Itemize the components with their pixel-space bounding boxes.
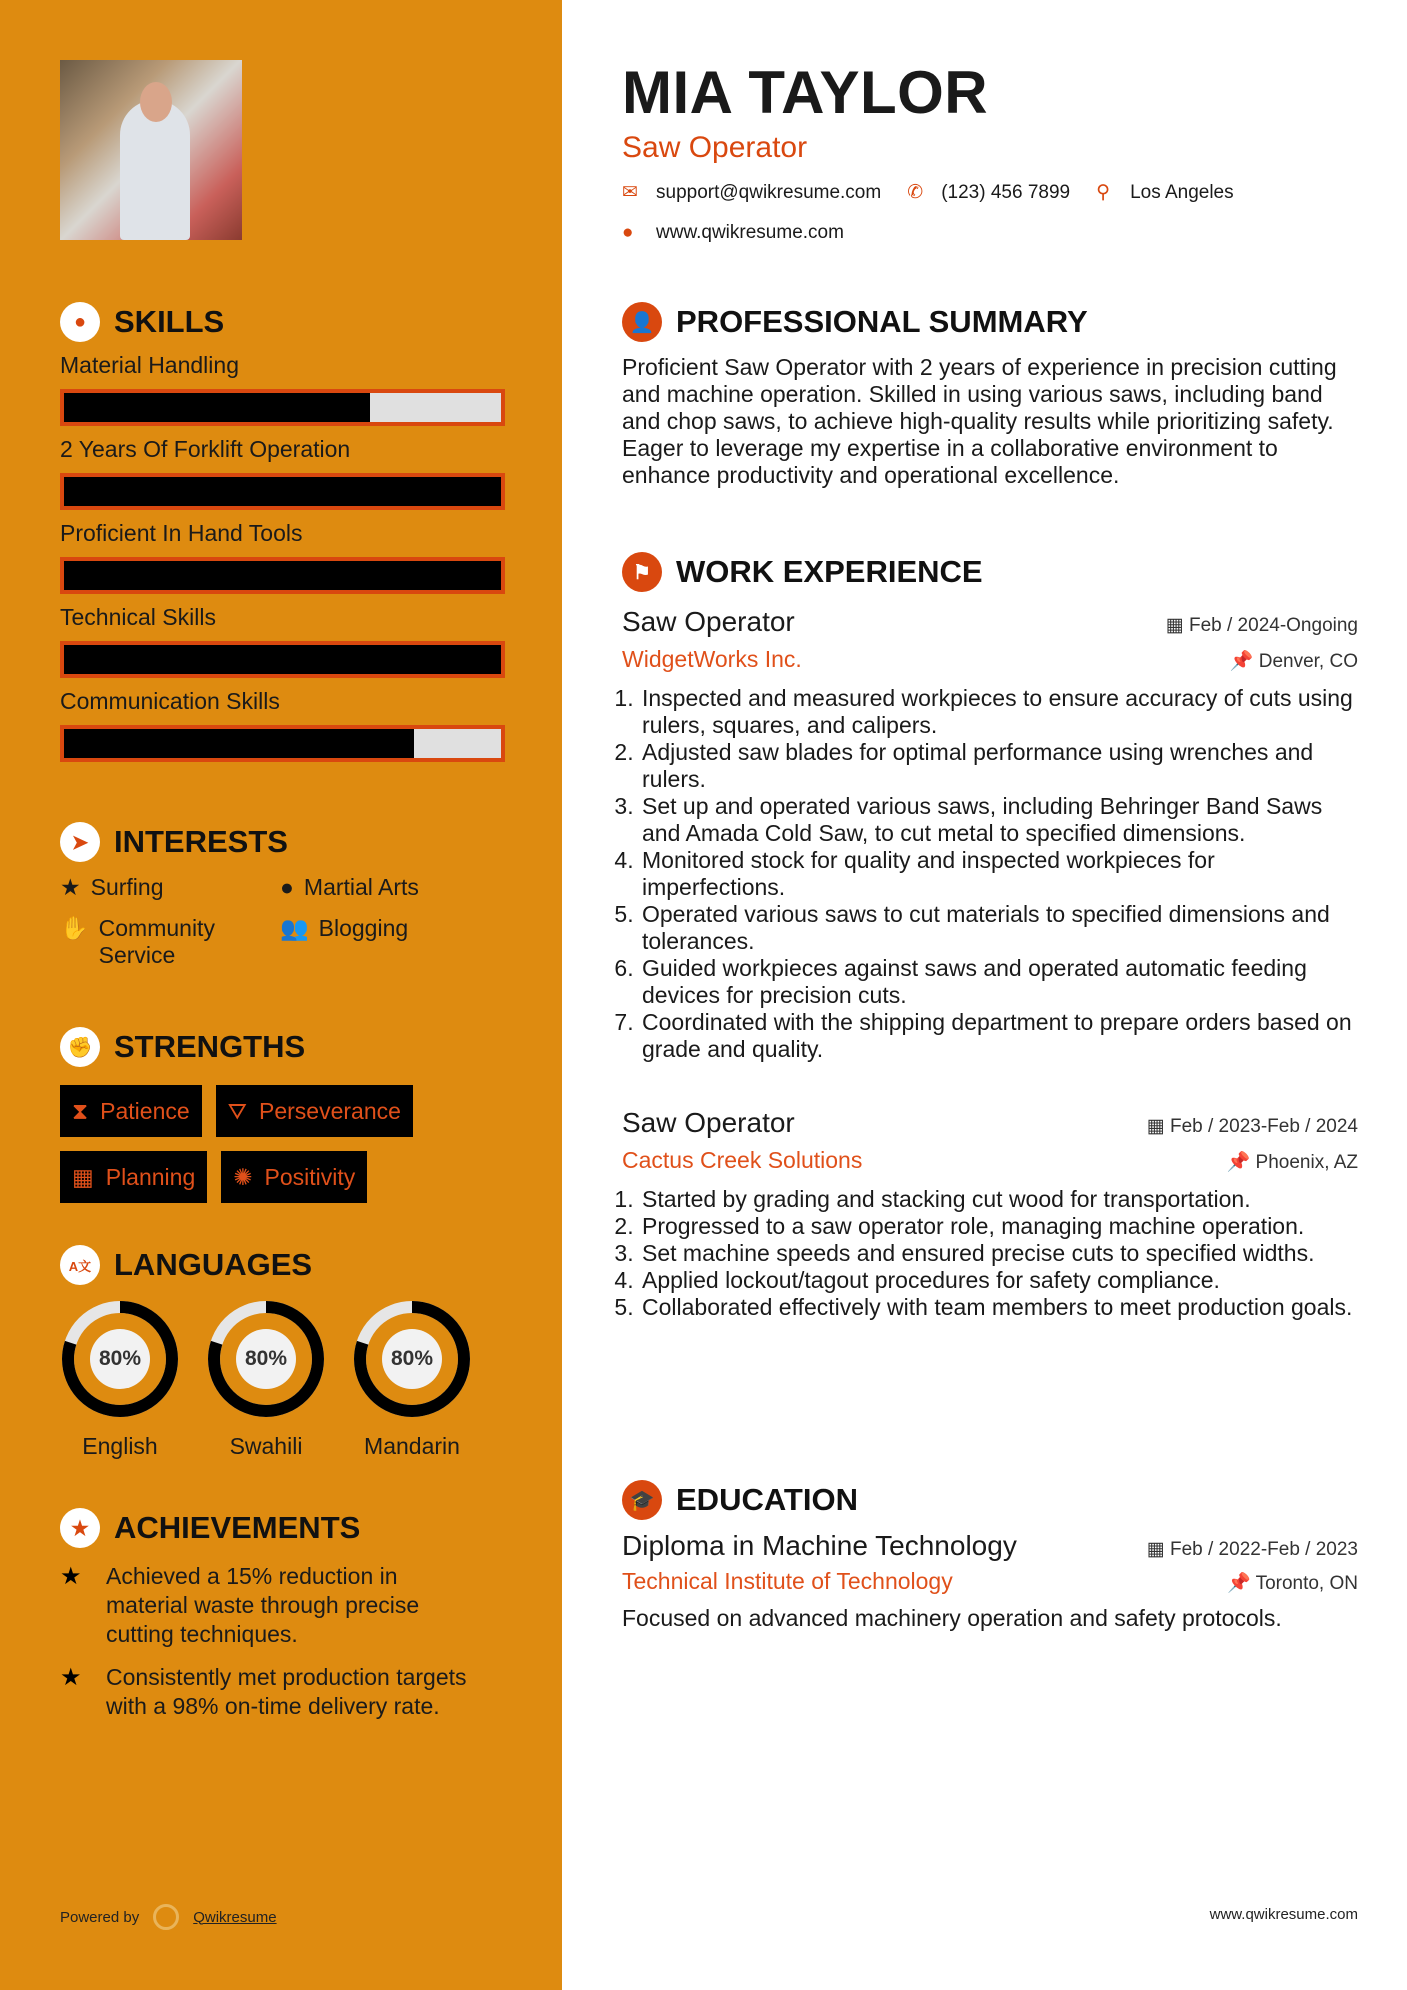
phone-icon: ✆ <box>907 182 924 203</box>
interest-label: Blogging <box>318 915 409 941</box>
languages-section <box>60 1245 472 1460</box>
skill-label: Proficient In Hand Tools <box>60 520 303 546</box>
footer-website[interactable]: www.qwikresume.com <box>1209 1906 1358 1923</box>
job-bullet: 5. Collaborated effectively with team members to meet production goals. <box>640 1294 1358 1321</box>
achievement-item <box>60 1663 480 1721</box>
job-bullet: 5. Operated various saws to cut materials to specified dimensions and tolerances. <box>640 901 1358 955</box>
strength-label: Patience <box>100 1097 190 1124</box>
pin-icon: 📌 <box>1229 651 1259 672</box>
calendar-icon: ▦ <box>1146 1116 1170 1137</box>
pin-icon: 📌 <box>1226 1152 1256 1173</box>
summary-heading: PROFESSIONAL SUMMARY <box>676 304 1088 339</box>
interest-item <box>280 915 500 969</box>
job-dates: Feb / 2024-Ongoing <box>1188 615 1358 636</box>
achievements-section <box>60 1508 480 1721</box>
job-bullet: 3. Set machine speeds and ensured precise cuts to specified widths. <box>640 1240 1358 1267</box>
star-badge-icon: ★ <box>60 1508 100 1548</box>
calendar-icon: ▦ <box>1165 615 1189 636</box>
achievement-item <box>60 1562 480 1649</box>
achievement-text: Achieved a 15% reduction in material waste through precise cutting techniques. <box>106 1563 420 1647</box>
education-location: Toronto, ON <box>1255 1573 1358 1594</box>
language-percent: 80% <box>382 1329 442 1389</box>
skills-section <box>60 302 505 762</box>
job-company: WidgetWorks Inc. <box>622 646 802 672</box>
skills-heading: SKILLS <box>114 304 225 339</box>
summary-text: Proficient Saw Operator with 2 years of experience in precision cutting and machine operation. Skilled in using various saws, including band and chop saws, to achieve high-quality results while prioritizing safety. Eager to leverage my expertise in a collaborative environment to enhance productivity and operational excellence. <box>622 354 1337 488</box>
job <box>622 606 1358 1063</box>
strength-chip <box>221 1151 367 1203</box>
interest-item <box>280 874 500 901</box>
education-dates: Feb / 2022-Feb / 2023 <box>1169 1539 1358 1560</box>
hourglass-icon: ⧗ <box>72 1097 89 1124</box>
job-bullet: 1. Inspected and measured workpieces to ensure accuracy of cuts using rulers, squares, and calipers. <box>640 685 1358 739</box>
strength-chip <box>216 1085 413 1137</box>
language-item <box>352 1299 472 1460</box>
job-bullet: 4. Applied lockout/tagout procedures for safety compliance. <box>640 1267 1358 1294</box>
job-bullet: 3. Set up and operated various saws, including Behringer Band Saws and Amada Cold Saw, to cut metal to specified dimensions. <box>640 793 1358 847</box>
pin-icon: 📌 <box>1226 1573 1256 1594</box>
job-bullet: 2. Adjusted saw blades for optimal performance using wrenches and rulers. <box>640 739 1358 793</box>
job-bullet: 6. Guided workpieces against saws and operated automatic feeding devices for precision cuts. <box>640 955 1358 1009</box>
interests-heading: INTERESTS <box>114 824 288 859</box>
languages-heading: LANGUAGES <box>114 1247 313 1282</box>
skill-label: Communication Skills <box>60 688 280 714</box>
qwikresume-logo-icon <box>153 1904 179 1930</box>
job-title: Saw Operator <box>622 131 808 164</box>
language-icon: A文 <box>60 1245 100 1285</box>
job-bullet: 2. Progressed to a saw operator role, managing machine operation. <box>640 1213 1358 1240</box>
envelope-icon: ✉ <box>622 182 638 203</box>
users-icon: 👥 <box>280 915 309 941</box>
school: Technical Institute of Technology <box>622 1568 953 1594</box>
sun-icon: ✺ <box>233 1163 253 1190</box>
strengths-section <box>60 1027 500 1203</box>
skill-bar <box>60 389 505 426</box>
language-name: Mandarin <box>364 1433 460 1459</box>
hand-icon: ✋ <box>60 915 89 941</box>
chair-icon: ⚑ <box>622 552 662 592</box>
paper-plane-icon: ➤ <box>60 822 100 862</box>
calendar-icon: ▦ <box>72 1163 94 1190</box>
degree: Diploma in Machine Technology <box>622 1530 1017 1561</box>
achievements-heading: ACHIEVEMENTS <box>114 1510 361 1545</box>
job-role: Saw Operator <box>622 1107 795 1138</box>
phone: (123) 456 7899 <box>941 181 1071 203</box>
language-percent: 80% <box>236 1329 296 1389</box>
road-icon: ⛛ <box>227 1097 247 1124</box>
interest-item <box>60 915 280 969</box>
website[interactable]: www.qwikresume.com <box>656 222 844 243</box>
job-role: Saw Operator <box>622 606 795 637</box>
qwikresume-link[interactable]: Qwikresume <box>193 1908 277 1926</box>
skill-bar-fill <box>64 645 501 674</box>
user-icon: 👤 <box>622 302 662 342</box>
star-icon: ★ <box>60 874 81 900</box>
job <box>622 1107 1358 1321</box>
skill-bar <box>60 557 505 594</box>
interests-section <box>60 822 500 969</box>
strength-label: Perseverance <box>259 1097 401 1124</box>
candidate-name: MIA TAYLOR <box>622 59 989 126</box>
language-percent: 80% <box>90 1329 150 1389</box>
job-dates: Feb / 2023-Feb / 2024 <box>1169 1116 1358 1137</box>
language-item <box>60 1299 180 1460</box>
profile-photo <box>60 60 242 240</box>
interest-label: Community Service <box>98 915 215 968</box>
job-location: Denver, CO <box>1258 651 1358 672</box>
job-location: Phoenix, AZ <box>1255 1152 1358 1173</box>
lightbulb-icon: ● <box>60 302 100 342</box>
interest-label: Surfing <box>90 874 164 900</box>
skill-bar <box>60 473 505 510</box>
email[interactable]: support@qwikresume.com <box>656 181 882 203</box>
header <box>622 58 1358 244</box>
globe-icon: ● <box>280 874 294 900</box>
skill-bar-fill <box>64 729 414 758</box>
interest-item <box>60 874 280 901</box>
summary-section <box>622 302 1358 489</box>
skill-label: Material Handling <box>60 352 239 378</box>
graduate-icon: 🎓 <box>622 1480 662 1520</box>
job-bullet: 4. Monitored stock for quality and inspected workpieces for imperfections. <box>640 847 1358 901</box>
language-name: Swahili <box>229 1433 303 1459</box>
skill-bar <box>60 725 505 762</box>
strength-label: Positivity <box>264 1163 356 1190</box>
strength-chip <box>60 1085 202 1137</box>
strength-label: Planning <box>105 1163 196 1190</box>
education-heading: EDUCATION <box>676 1482 858 1517</box>
skill-label: Technical Skills <box>60 604 216 630</box>
skill-bar-fill <box>64 477 501 506</box>
calendar-icon: ▦ <box>1146 1539 1170 1560</box>
sidebar <box>0 0 562 1990</box>
fist-icon: ✊ <box>60 1027 100 1067</box>
language-item <box>206 1299 326 1460</box>
skill-bar <box>60 641 505 678</box>
star-icon: ★ <box>60 1664 82 1691</box>
job-company: Cactus Creek Solutions <box>622 1147 863 1173</box>
strengths-heading: STRENGTHS <box>114 1029 306 1064</box>
powered-by <box>60 1904 277 1930</box>
location: Los Angeles <box>1130 181 1234 203</box>
achievement-text: Consistently met production targets with a 98% on-time delivery rate. <box>106 1664 467 1719</box>
experience-section <box>622 552 1358 1321</box>
job-bullet: 7. Coordinated with the shipping department to prepare orders based on grade and quality. <box>640 1009 1358 1063</box>
job-bullet: 1. Started by grading and stacking cut wood for transportation. <box>640 1186 1358 1213</box>
interest-label: Martial Arts <box>303 874 419 900</box>
skill-bar-fill <box>64 393 370 422</box>
star-icon: ★ <box>60 1563 82 1590</box>
language-name: English <box>82 1433 158 1459</box>
skill-bar-fill <box>64 561 501 590</box>
experience-heading: WORK EXPERIENCE <box>676 554 983 589</box>
education-text: Focused on advanced machinery operation and safety protocols. <box>622 1605 1282 1631</box>
skill-label: 2 Years Of Forklift Operation <box>60 436 351 462</box>
education-section <box>622 1480 1358 1632</box>
globe-icon: ● <box>622 222 634 243</box>
powered-by-label: Powered by <box>60 1908 140 1926</box>
strength-chip <box>60 1151 207 1203</box>
map-pin-icon: ⚲ <box>1096 182 1111 203</box>
